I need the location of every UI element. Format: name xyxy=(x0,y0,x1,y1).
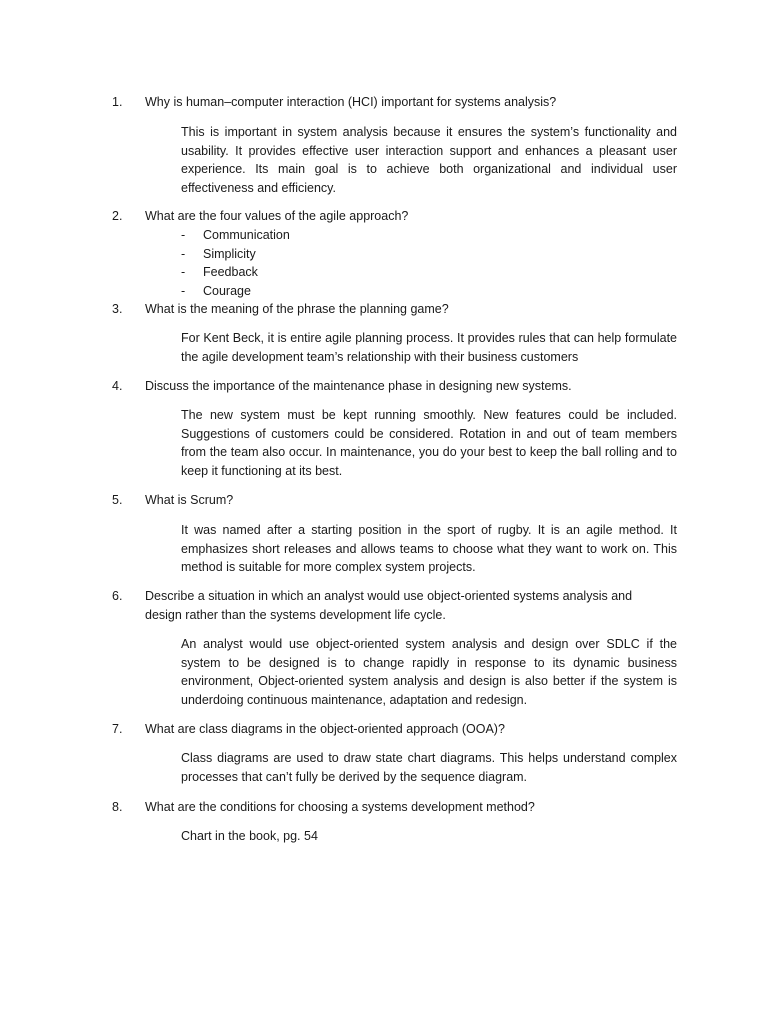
question-text: Describe a situation in which an analyst would use object-oriented systems analysis and design rather than the systems development life cycle. xyxy=(145,589,633,622)
answer-text: It was named after a starting position in the sport of rugby. It is an agile method. It emphasizes short releases and allows teams to choose what they want to work on. This method is suitable for more complex system projects. xyxy=(181,523,677,574)
question-text: Why is human–computer interaction (HCI) important for systems analysis? xyxy=(145,95,557,109)
bullet-marker: - xyxy=(181,265,186,280)
bullet-marker: - xyxy=(181,228,186,242)
question-text: What are the four values of the agile approach? xyxy=(145,209,409,223)
question-number: 2. xyxy=(112,209,123,223)
answer-text: An analyst would use object-oriented system analysis and design over SDLC if the system to be designed is to change rapidly in response to its dynamic business environment, Object-oriented system analysis and design is also better if the system is underdoing continuous maintenance, adaptation and redesign. xyxy=(181,637,677,707)
question-text: What is the meaning of the phrase the planning game? xyxy=(145,302,449,316)
bullet-text: Simplicity xyxy=(203,246,256,261)
question-number: 3. xyxy=(112,302,123,316)
question-text: What is Scrum? xyxy=(145,493,234,507)
question-text: What are class diagrams in the object-oriented approach (OOA)? xyxy=(145,722,505,736)
question-number: 1. xyxy=(112,95,123,109)
question-number: 5. xyxy=(112,493,123,507)
answer-text: The new system must be kept running smoothly. New features could be included. Suggestions of customers could be considered. Rotation in and out of team members from the team also occur. In maintenance, you do your best to keep the ball rolling and to keep it functioning at its best. xyxy=(181,408,677,478)
answer-text: Chart in the book, pg. 54 xyxy=(181,829,318,843)
question-number: 7. xyxy=(112,722,123,736)
bullet-marker: - xyxy=(181,284,186,299)
bullet-marker: - xyxy=(181,246,186,261)
bullet-text: Courage xyxy=(203,284,251,299)
bullet-text: Communication xyxy=(203,228,290,242)
question-text: What are the conditions for choosing a systems development method? xyxy=(145,800,535,814)
answer-text: For Kent Beck, it is entire agile planning process. It provides rules that can help formulate the agile development team’s relationship with their business customers xyxy=(181,331,677,364)
question-number: 4. xyxy=(112,379,123,393)
question-number: 8. xyxy=(112,800,123,814)
question-number: 6. xyxy=(112,589,123,603)
answer-text: Class diagrams are used to draw state chart diagrams. This helps understand complex processes that can’t fully be derived by the sequence diagram. xyxy=(181,751,677,784)
question-text: Discuss the importance of the maintenance phase in designing new systems. xyxy=(145,379,572,393)
bullet-text: Feedback xyxy=(203,265,258,280)
answer-text: This is important in system analysis because it ensures the system’s functionality and usability. It provides effective user interaction support and enhances a pleasant user experience. Its main goal is to achieve both organizational and individual user effectiveness and efficiency. xyxy=(181,125,677,195)
